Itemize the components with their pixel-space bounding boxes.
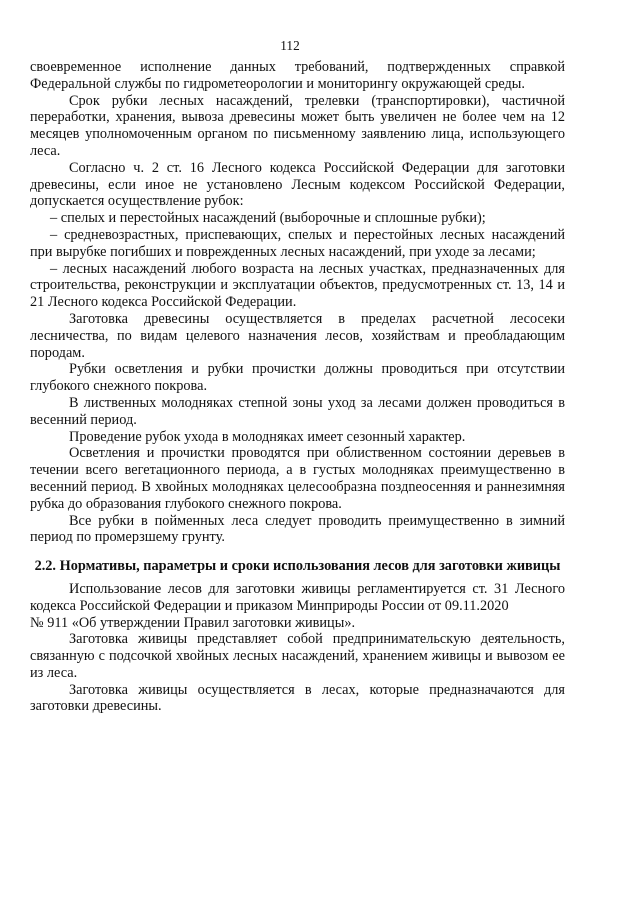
paragraph: Срок рубки лесных насаждений, трелевки (транспортировки), частичной переработки, хранения, вывоза древесины может быть увеличен не более чем на 12 месяцев уполномоченным органом по письменному заявлению лица, использующего леса. xyxy=(30,92,565,159)
list-item: – спелых и перестойных насаждений (выборочные и сплошные рубки); xyxy=(50,210,486,227)
document-body xyxy=(30,59,565,715)
paragraph: Проведение рубок ухода в молодняках имеет сезонный характер. xyxy=(69,428,466,445)
list-item: – средневозрастных, приспевающих, спелых и перестойных лесных насаждений при вырубке погибших и поврежденных лесных насаждений, при уходе за лесами; xyxy=(30,226,565,260)
paragraph: Осветления и прочистки проводятся при облиственном состоянии деревьев в течении всего вегетационного периода, а в густых молодняках преимущественно в весенний период. В хвойных молодняках целесообразна поздneосенняя и раннезимняя рубка до образования глубокого снежного покрова. xyxy=(30,445,565,512)
paragraph: Использование лесов для заготовки живицы регламентируется ст. 31 Лесного кодекса Российской Федерации и приказом Минприроды России от 09.11.2020 xyxy=(30,580,565,614)
paragraph: Заготовка живицы представляет собой предпринимательскую деятельность, связанную с подсочкой хвойных лесных насаждений, хранением живицы и вывозом ее из леса. xyxy=(30,631,565,681)
paragraph: В лиственных молодняках степной зоны уход за лесами должен проводиться в весенний период. xyxy=(30,394,565,428)
paragraph: Заготовка живицы осуществляется в лесах, которые предназначаются для заготовки древесины. xyxy=(30,681,565,715)
paragraph: Все рубки в пойменных леса следует проводить преимущественно в зимний период по промерзшему грунту. xyxy=(30,512,565,546)
paragraph: № 911 «Об утверждении Правил заготовки живицы». xyxy=(30,614,356,631)
page-number: 112 xyxy=(280,38,300,53)
paragraph: своевременное исполнение данных требований, подтвержденных справкой Федеральной службы по гидрометеорологии и мониторингу окружающей среды. xyxy=(30,59,565,92)
list-item: – лесных насаждений любого возраста на лесных участках, предназначенных для строительства, реконструкции и эксплуатации объектов, предусмотренных ст. 13, 14 и 21 Лесного кодекса Российской Федерации. xyxy=(30,260,565,311)
paragraph: Рубки осветления и рубки прочистки должны проводиться при отсутствии глубокого снежного покрова. xyxy=(30,361,565,395)
paragraph: Согласно ч. 2 ст. 16 Лесного кодекса Российской Федерации для заготовки древесины, если иное не установлено Лесным кодексом Российской Федерации, допускается осуществление рубок: xyxy=(30,159,565,210)
paragraph: Заготовка древесины осуществляется в пределах расчетной лесосеки лесничества, по видам целевого назначения лесов, хозяйствам и преобладающим породам. xyxy=(30,310,565,361)
section-heading: 2.2. Нормативы, параметры и сроки использования лесов для заготовки живицы xyxy=(34,558,561,575)
